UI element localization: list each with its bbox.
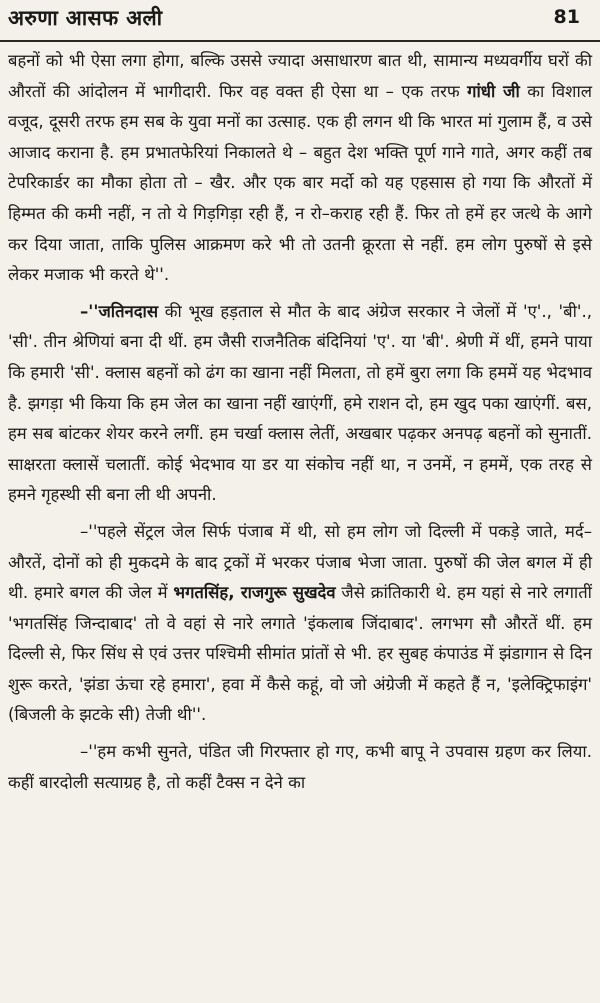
bold-names-revolutionaries: भगतसिंह, राजगुरू सुखदेव <box>173 583 336 603</box>
text-run: –'' <box>80 301 99 321</box>
text-run: –''हम कभी सुनते, पंडित जी गिरफ्तार हो गए, कभी बापू ने उपवास ग्रहण कर लिया. कहीं बारदोली सत्याग्रह है, तो कहीं टैक्स न देने का <box>8 742 592 792</box>
running-title: अरुणा आसफ अली <box>8 6 163 30</box>
page-header <box>0 0 600 42</box>
paragraph-3 <box>8 517 592 731</box>
page-number: 81 <box>553 6 580 28</box>
paragraph-2 <box>8 297 592 511</box>
text-run: बहनों को भी ऐसा लगा होगा, बल्कि उससे ज्यादा असाधारण बात थी, सामान्य मध्यवर्गीय घरों की औरतों की आंदोलन में भागीदारी. फिर वह वक्त ही ऐसा था – एक तरफ <box>8 51 592 101</box>
text-run: की भूख हड़ताल से मौत के बाद अंग्रेज सरकार ने जेलों में 'ए'., 'बी'., 'सी'. तीन श्रेणियां बना दी थीं. हम जैसी राजनैतिक बंदिनियां 'ए'. या 'बी'. श्रेणी में थीं, हमने पाया कि हमारी 'सी'. क्लास बहनों को ढंग का खाना नहीं मिलता, तो हमें बुरा लगा कि हममें यह भेदभाव है. झगड़ा भी किया कि हम जेल का खाना नहीं खाएंगीं, हमे राशन दो, हम खुद पका खाएंगीं. बस, हम सब बांटकर शेयर करने लगीं. हम चर्खा क्लास लेतीं, अखबार पढ़कर अनपढ़ बहनों को सुनातीं. साक्षरता क्लासें चलातीं. कोई भेदभाव या डर या संकोच नहीं था, न उनमें, न हममें, एक तरह से हमने गृहस्थी सी बना ली थी अपनी. <box>8 301 592 505</box>
bold-name-gandhi: गांधी जी <box>467 81 520 101</box>
page-body <box>8 46 592 798</box>
text-run: का विशाल वजूद, दूसरी तरफ हम सब के युवा मनों का उत्साह. एक ही लगन थी कि भारत मां गुलाम हैं, व उसे आजाद कराना है. हम प्रभातफेरियां निकालते थे – बहुत देश भक्ति पूर्ण गाने गाते, अगर कहीं तब टेपरिकार्डर का मौका होता तो – खैर. और एक बार मर्दो को यह एहसास हो गया कि औरतों में हिम्मत की कमी नहीं, न तो ये गिड़गिड़ा रही हैं, न रो–कराह रही हैं. फिर तो हमें हर जत्थे के आगे कर दिया जाता, ताकि पुलिस आक्रमण करे भी तो उतनी क्रूरता से नहीं. हम लोग पुरुषों से इसे लेकर मजाक भी करते थे''. <box>8 81 592 285</box>
paragraph-1 <box>8 46 592 291</box>
bold-name-jatindas: जतिनदास <box>98 301 159 321</box>
text-run: जैसे क्रांतिकारी थे. हम यहां से नारे लगातीं 'भगतसिंह जिन्दाबाद' तो वे वहां से नारे लगाते 'इंकलाब जिंदाबाद'. लगभग सौ औरतें थीं. हम दिल्ली से, फिर सिंध से एवं उत्तर पश्चिमी सीमांत प्रांतों से भी. हर सुबह कंपाउंड में झंडागान से दिन शुरू करते, 'झंडा ऊंचा रहे हमारा', हवा में कैसे कहूं, वो जो अंग्रेजी में कहते हैं न, 'इलेक्ट्रिफाइंग' (बिजली के झटके सी) तेजी थी''. <box>8 583 592 725</box>
text-run: –''पहले सेंट्रल जेल सिर्फ पंजाब में थी, सो हम लोग जो दिल्ली में पकड़े जाते, मर्द–औरतें, दोनों को ही मुकदमे के बाद ट्रकों में भरकर पंजाब भेजा जाता. पुरुषों की जेल बगल में ही थी. हमारे बगल की जेल में <box>8 521 592 603</box>
paragraph-4 <box>8 737 592 798</box>
